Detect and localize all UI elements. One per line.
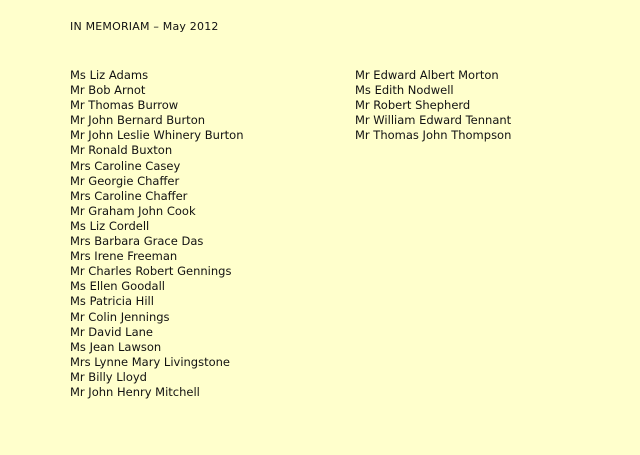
list-item: Mrs Caroline Chaffer — [70, 188, 188, 203]
list-item: Ms Liz Cordell — [70, 218, 150, 233]
list-item: Mr John Henry Mitchell — [70, 384, 200, 399]
list-item: Mr Robert Shepherd — [355, 98, 471, 113]
list-item: Mrs Irene Freeman — [70, 249, 178, 264]
list-item: Mr John Bernard Burton — [70, 113, 206, 128]
list-item: Ms Jean Lawson — [70, 339, 162, 354]
list-item: Mr Ronald Buxton — [70, 143, 173, 158]
list-item: Mr Colin Jennings — [70, 309, 170, 324]
page-title: IN MEMORIAM – May 2012 — [70, 20, 219, 33]
list-item: Mr William Edward Tennant — [355, 113, 512, 128]
list-item: Mrs Barbara Grace Das — [70, 234, 204, 249]
list-item: Mr Georgie Chaffer — [70, 173, 180, 188]
list-item: Mr David Lane — [70, 324, 153, 339]
list-item: Ms Patricia Hill — [70, 294, 154, 309]
list-item: Mr Bob Arnot — [70, 83, 146, 98]
name-column-left — [70, 68, 355, 400]
list-item: Ms Edith Nodwell — [355, 83, 454, 98]
list-item: Mr Charles Robert Gennings — [70, 264, 232, 279]
list-item: Mr John Leslie Whinery Burton — [70, 128, 244, 143]
list-item: Mr Billy Lloyd — [70, 369, 147, 384]
list-item: Mrs Lynne Mary Livingstone — [70, 354, 231, 369]
list-item: Mrs Caroline Casey — [70, 158, 181, 173]
list-item: Mr Edward Albert Morton — [355, 68, 499, 82]
name-columns — [70, 68, 590, 400]
name-column-right — [355, 68, 590, 143]
list-item: Mr Graham John Cook — [70, 203, 196, 218]
list-item: Ms Liz Adams — [70, 68, 149, 82]
list-item: Mr Thomas John Thompson — [355, 128, 512, 143]
list-item: Mr Thomas Burrow — [70, 98, 179, 113]
list-item: Ms Ellen Goodall — [70, 279, 165, 294]
